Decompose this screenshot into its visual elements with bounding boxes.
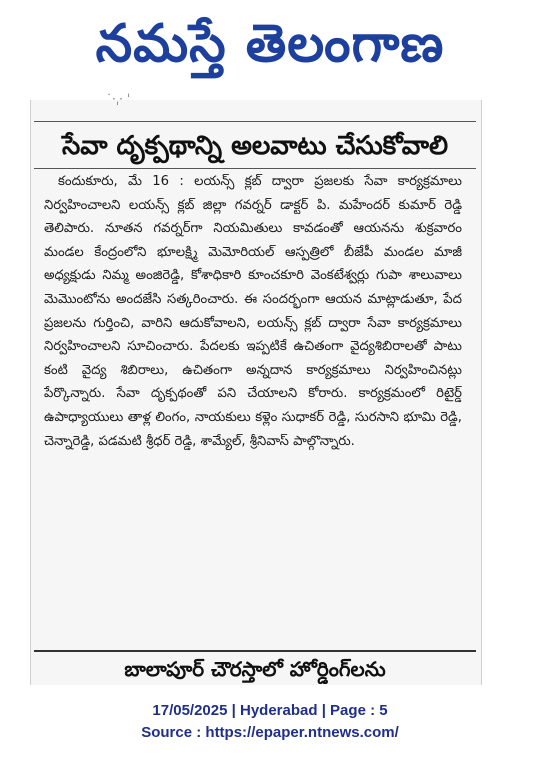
divider-line: [34, 121, 476, 122]
date-location-page: 17/05/2025 | Hyderabad | Page : 5: [152, 702, 388, 719]
divider-line: [34, 650, 476, 652]
newspaper-masthead: నమస్తే తెలంగాణ: [95, 14, 445, 74]
article-headline: సేవా దృక్పథాన్ని అలవాటు చేసుకోవాలి: [61, 131, 449, 161]
cut-off-text-fragment: ˙·ˌ· ˈ: [106, 92, 131, 106]
next-article-headline: బాలాపూర్ చౌరస్తాలో హోర్డింగ్‌లను: [124, 657, 386, 681]
page-footer: [0, 700, 540, 744]
source-link[interactable]: Source : https://epaper.ntnews.com/: [141, 724, 399, 741]
article-body: కందుకూరు, మే 16 : లయన్స్ క్లబ్ ద్వారా ప్రజలకు సేవా కార్యక్రమాలు నిర్వహించాలని లయన్స్ క్లబ్ జిల్లా గవర్నర్ డాక్టర్ పి. మహేందర్ కుమార్ రెడ్డి తెలిపారు. నూతన గవర్నర్‌గా నియమితులు కావడంతో ఆయనను శుక్రవారం మండల కేంద్రంలోని భూలక్ష్మి మెమోరియల్ ఆస్పత్రిలో బీజేపీ మండల మాజీ అధ్యక్షుడు నిమ్మ అంజిరెడ్డి, కోశాధికారి కూంచకూరి వెంకటేశ్వర్లు గుపా శాలువాలు మెమొంటోను అందజేసి సత్కరించారు. ఈ సందర్భంగా ఆయన మాట్లాడుతూ, పేద ప్రజలను గుర్తించి, వారిని ఆదుకోవాలని, లయన్స్ క్లబ్ ద్వారా సేవా కార్యక్రమాలు నిర్వహించాలని సూచించారు. పేదలకు ఇప్పటికే ఉచితంగా వైద్యశిబిరాలతో పాటు కంటి వైద్య శిబిరాలు, ఉచితంగా అన్నదాన కార్యక్రమాలు నిర్వహించినట్లు పేర్కొన్నారు. సేవా దృక్పథంతో పని చేయాలని కోరారు. కార్యక్రమంలో రిటైర్డ్ ఉపాధ్యాయులు తాళ్ల లింగం, నాయకులు కళ్లెం సుధాకర్ రెడ్డి, సురసాని భూమి రెడ్డి, చెన్నారెడ్డి, పడమటి శ్రీధర్ రెడ్డి, శామ్యేల్, శ్రీనివాస్ పాల్గొన్నారు.: [44, 174, 462, 449]
divider-line: [34, 168, 476, 169]
